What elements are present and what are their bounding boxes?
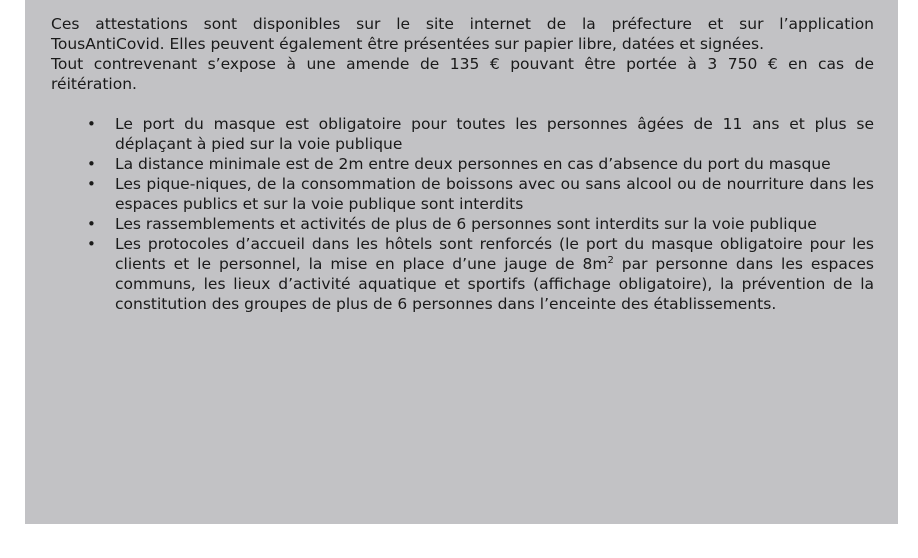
intro-line: TousAntiCovid. Elles peuvent également être présentées sur papier libre, datées et signées. [51, 35, 765, 53]
intro-line: réitération. [51, 75, 137, 93]
list-item [87, 114, 874, 154]
list-item [87, 214, 874, 234]
list-item [87, 154, 874, 174]
rule-text: Les pique-niques, de la consommation de boissons avec ou sans alcool ou de nourriture dans les espaces publics et sur la voie publique sont interdits [115, 175, 874, 213]
bullet-icon: • [87, 115, 96, 133]
rule-text-before: Les protocoles d’accueil dans les hôtels sont renforcés (le port du masque obligatoire pour les clients et le personnel, la mise en place d’une jauge de 8m [115, 235, 874, 273]
bullet-icon: • [87, 235, 96, 253]
rules-list [51, 114, 874, 314]
list-item [87, 174, 874, 214]
bullet-icon: • [87, 175, 96, 193]
bullet-icon: • [87, 155, 96, 173]
bullet-icon: • [87, 215, 96, 233]
info-panel [25, 0, 898, 524]
rule-text: Les rassemblements et activités de plus de 6 personnes sont interdits sur la voie publique [115, 215, 817, 233]
intro-line: Tout contrevenant s’expose à une amende de 135 € pouvant être portée à 3 750 € en cas de [51, 55, 874, 73]
intro-paragraph [51, 14, 874, 94]
list-item [87, 234, 874, 314]
superscript-exponent: 2 [607, 254, 614, 266]
rule-text-after: par personne dans les espaces communs, les lieux d’activité aquatique et sportifs (affichage obligatoire), la prévention de la constitution des groupes de plus de 6 personnes dans l’enceinte des établissements. [115, 255, 874, 313]
rule-text: Le port du masque est obligatoire pour toutes les personnes âgées de 11 ans et plus se déplaçant à pied sur la voie publique [115, 115, 874, 153]
intro-line: Ces attestations sont disponibles sur le site internet de la préfecture et sur l’application [51, 15, 874, 33]
rule-text: La distance minimale est de 2m entre deux personnes en cas d’absence du port du masque [115, 155, 831, 173]
